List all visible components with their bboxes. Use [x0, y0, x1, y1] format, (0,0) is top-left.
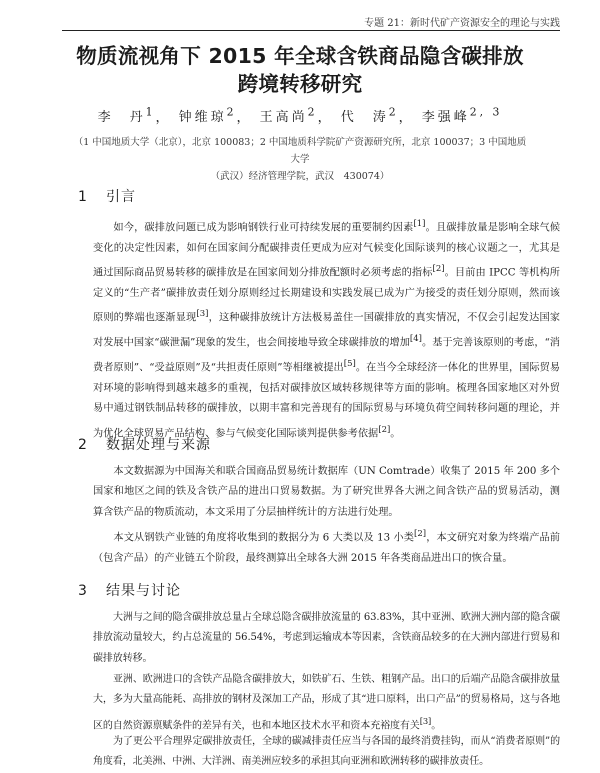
- section-title: 数据处理与来源: [106, 437, 211, 453]
- author: 李 丹$^1$: [97, 106, 156, 126]
- section-number: 2: [78, 437, 88, 453]
- citation: [3]: [196, 309, 209, 320]
- citation: [4]: [409, 334, 422, 345]
- author: 李强峰$^{2, 3}$: [421, 106, 503, 126]
- section-number: 1: [78, 189, 88, 205]
- paragraph-data-2: 本文从钢铁产业链的角度将收集到的数据分为 6 大类以及 13 小类[2]，本文研究对象为终端产品前（包含产品）的产业链五个阶段，最终测算出全球各大洲 2015 年各类商品进出口的恢合量。: [93, 529, 560, 564]
- paragraph-data-1: 本文数据源为中国海关和联合国商品贸易统计数据库（UN Comtrade）收集了 2015 年 200 多个国家和地区之间的铁及含铁产品的进出口贸易数据。为了研究世界各大洲之间含铁产品的贸易活动，测算含铁产品的物质流动，本文采用了分层抽样统计的方法进行处理。: [93, 466, 560, 518]
- paragraph-results-1: 大洲与之间的隐含碳排放总量占全球总隐含碳排放流量的 63.83%，其中亚洲、欧洲大洲内部的隐含碳排放流动量较大，约占总流量的 56.54%，考虑到运输成本等因素，含铁商品较多的在大洲内部进行贸易和碳排放转移。: [93, 612, 560, 664]
- author-list: 李 丹$^1$， 钟维琼$^2$， 王高尚$^2$， 代 涛$^2$， 李强峰$^{2, 3}$: [97, 106, 503, 126]
- section-heading-1: [78, 186, 136, 206]
- section-heading-3: [78, 580, 181, 600]
- running-head: 专题 21：新时代矿产资源安全的理论与实践: [364, 18, 560, 29]
- section-title: 引言: [106, 189, 136, 205]
- title-line-2: 跨境转移研究: [237, 72, 363, 96]
- section-heading-2: [78, 434, 211, 454]
- title-line-1: 物质流视角下 2015 年全球含铁商品隐含碳排放: [76, 44, 524, 68]
- section-number: 3: [78, 583, 88, 599]
- paragraph-results-3: 为了更公平合理界定碳排放责任，全球的碳减排责任应当与各国的最终消费挂钩，而从“消费者原则”的角度看，北美洲、中洲、大洋洲、南美洲应较多的承担其向亚洲和欧洲转移的碳排放责任。: [93, 736, 560, 768]
- section-title: 结果与讨论: [106, 583, 181, 599]
- citation: [5]: [343, 359, 356, 369]
- affiliations: [70, 134, 530, 185]
- author: 王高尚$^2$: [259, 106, 318, 126]
- paper-title: [40, 42, 560, 98]
- header-rule: [62, 30, 560, 31]
- author: 代 涛$^2$: [340, 106, 399, 126]
- paragraph-results-2: 亚洲、欧洲进口的含铁产品隐含碳排放大，如铁矿石、生铁、粗钢产品。出口的后端产品隐含碳排放量大，多为大量高能耗、高排放的钢材及深加工产品，形成了其“进口原料，出口产品”的贸易格局，这与各地区的自然资源禀赋条件的差异有关，也和本地区技术水平和资本充裕度有关[3]。: [93, 674, 560, 732]
- paragraph-intro: 如今，碳排放问题已成为影响钢铁行业可持续发展的重要制约因素[1]。且碳排放量是影响全球气候变化的决定性因素，如何在国家间分配碳排责任更成为应对气候变化国际谈判的核心议题之一，尤其是通过国际商品贸易转移的碳排放是在国家间划分排放配额时必须考虑的指标[2]。目前由 IPCC 等机构所定义的“生产者”碳排放责任划分原则经过长期建设和实践发展已成为广为接受的责任划分原则，然而该原则的弊端也逐渐显现[3]，这种碳排放统计方法极易盖住一国碳排放的真实情况，不仅会引起发达国家对发展中国家“碳泄漏”现象的发生，也会间接地导致全球碳排放的增加[4]。基于完善该原则的考虑，“消费者原则”、“受益原则”及“共担责任原则”等相继被提出[5]。在当今全球经济一体化的世界里，国际贸易对环境的影响得到越来越多的重视，包括对碳排放区域转移规律等方面的影响。梳理各国家地区对外贸易中通过钢铁制品转移的碳排放，以期丰富和完善现有的国际贸易与环境负荷空间转移问题的理论，并为优化全球贸易产品结构、参与气候变化国际谈判提供参考依据[2]。: [93, 219, 561, 439]
- affiliation-line-2: （武汉）经济管理学院，武汉 430074）: [210, 171, 390, 182]
- citation: [2]: [432, 264, 445, 275]
- citation: [3]: [419, 715, 432, 726]
- citation: [2]: [414, 529, 427, 539]
- author: 钟维琼$^2$: [178, 106, 237, 126]
- citation: [2]: [378, 424, 391, 435]
- affiliation-line-1: （1 中国地质大学（北京），北京 100083；2 中国地质科学院矿产资源研究所，北京 100037；3 中国地质大学: [73, 137, 527, 165]
- citation: [1]: [413, 219, 426, 229]
